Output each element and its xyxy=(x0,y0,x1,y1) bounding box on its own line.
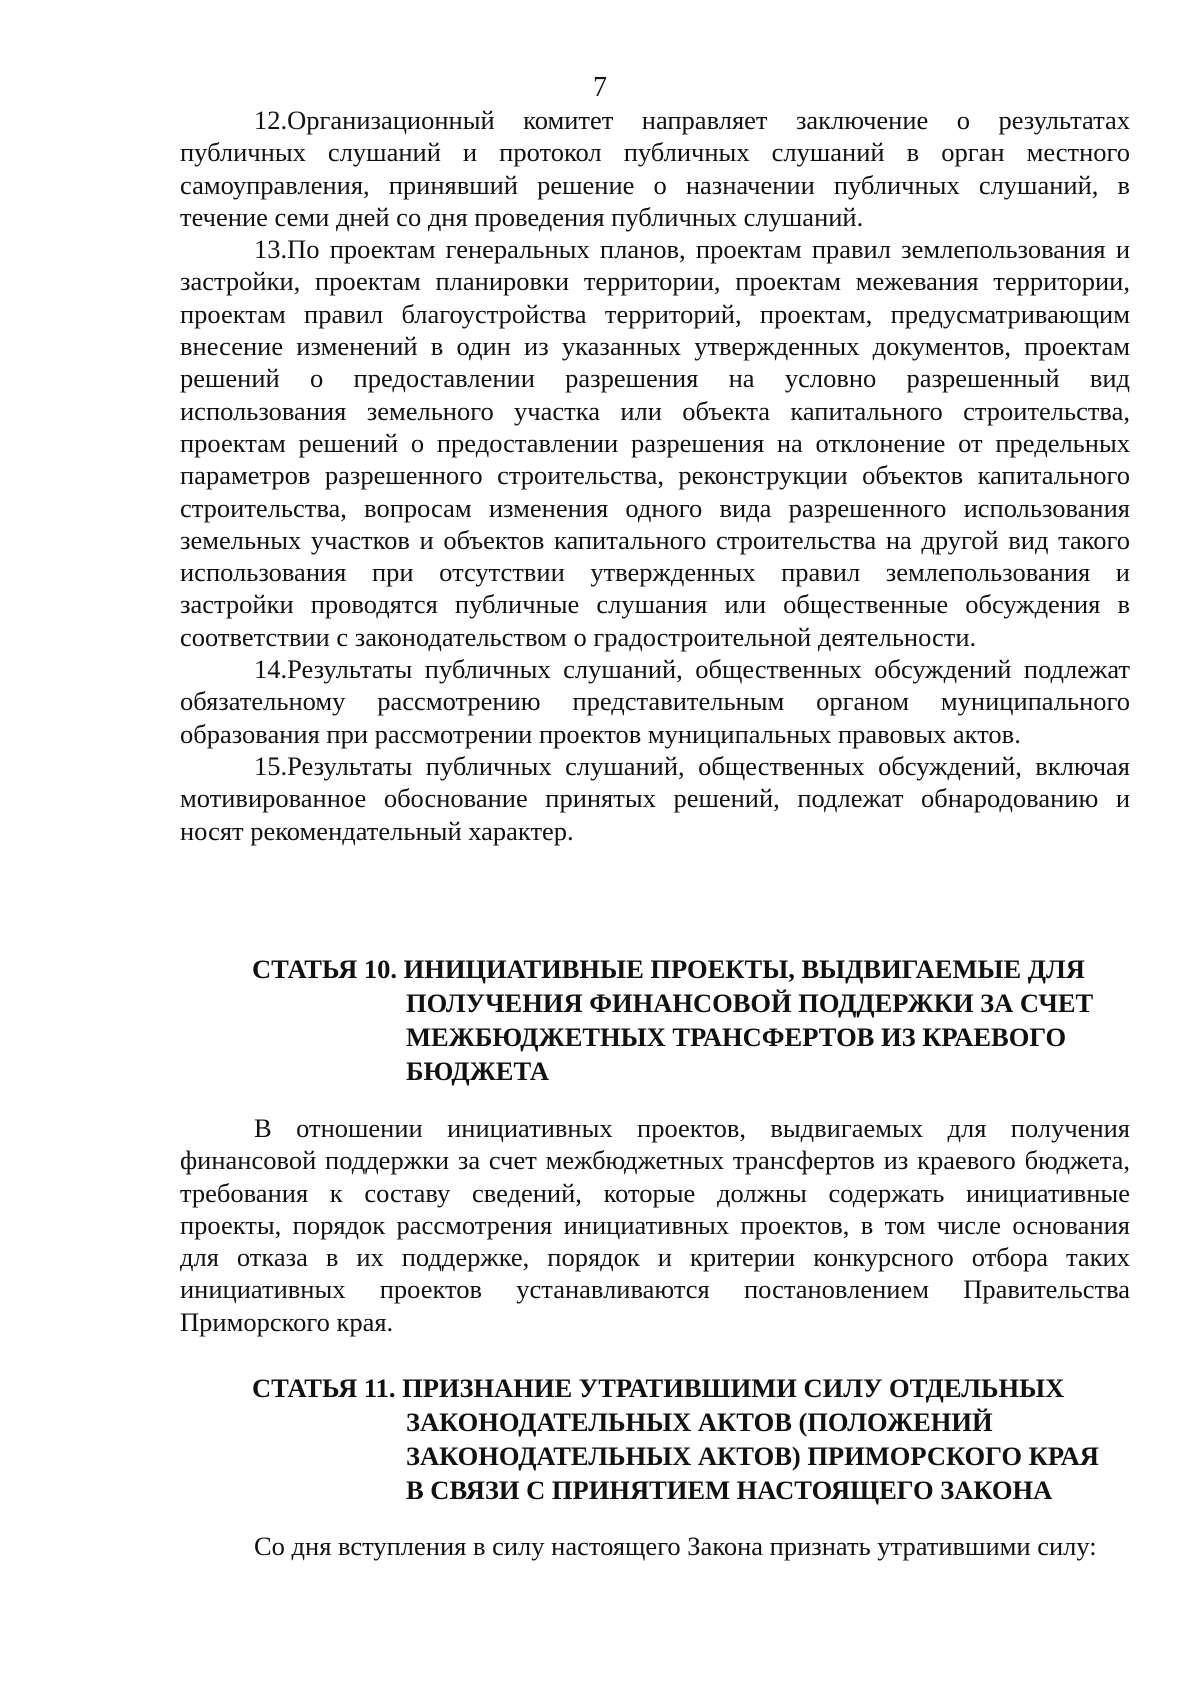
article-10 xyxy=(180,952,1130,1088)
paragraph-13: 13.По проектам генеральных планов, проектам правил землепользования и застройки, проектам планировки территории, проектам межевания территории, проектам правил благоустройства территорий, проектам, предусматривающим внесение изменений в один из указанных утвержденных документов, проектам решений о предоставлении разрешения на условно разрешенный вид использования земельного участка или объекта капитального строительства, проектам решений о предоставлении разрешения на отклонение от предельных параметров разрешенного строительства, реконструкции объектов капитального строительства, вопросам изменения одного вида разрешенного использования земельных участков и объектов капитального строительства на другой вид такого использования при отсутствии утвержденных правил землепользования и застройки проводятся публичные слушания или общественные обсуждения в соответствии с законодательством о градостроительной деятельности. xyxy=(180,234,1130,652)
article-11 xyxy=(180,1371,1130,1507)
article-11-heading xyxy=(180,1371,1130,1507)
article-10-text: В отношении инициативных проектов, выдвигаемых для получения финансовой поддержки за счет межбюджетных трансфертов из краевого бюджета, требования к составу сведений, которые должны содержать инициативные проекты, порядок рассмотрения инициативных проектов, в том числе основания для отказа в их поддержке, порядок и критерии конкурсного отбора таких инициативных проектов устанавливаются постановлением Правительства Приморского края. xyxy=(180,1113,1130,1337)
paragraph-14: 14.Результаты публичных слушаний, общественных обсуждений подлежат обязательному рассмотрению представительным органом муниципального образования при рассмотрении проектов муниципальных правовых актов. xyxy=(180,654,1130,749)
paragraph-12: 12.Организационный комитет направляет заключение о результатах публичных слушаний и протокол публичных слушаний в орган местного самоуправления, принявший решение о назначении публичных слушаний, в течение семи дней со дня проведения публичных слушаний. xyxy=(180,105,1130,232)
article-11-heading-line-4: В СВЯЗИ С ПРИНЯТИЕМ НАСТОЯЩЕГО ЗАКОНА xyxy=(406,1475,1053,1505)
article-10-body xyxy=(180,1112,1130,1338)
article-11-heading-line-3: ЗАКОНОДАТЕЛЬНЫХ АКТОВ) ПРИМОРСКОГО КРАЯ xyxy=(406,1441,1099,1471)
paragraph-15: 15.Результаты публичных слушаний, общественных обсуждений, включая мотивированное обоснование принятых решений, подлежат обнародованию и носят рекомендательный характер. xyxy=(180,750,1130,846)
article-11-text: Со дня вступления в силу настоящего Закона признать утратившими силу: xyxy=(254,1531,1097,1561)
page-number: 7 xyxy=(593,72,607,103)
article-10-heading-line-3: МЕЖБЮДЖЕТНЫХ ТРАНСФЕРТОВ ИЗ КРАЕВОГО xyxy=(406,1022,1067,1052)
article-11-body xyxy=(180,1530,1130,1562)
article-10-heading-line-1: СТАТЬЯ 10. ИНИЦИАТИВНЫЕ ПРОЕКТЫ, ВЫДВИГАЕМЫЕ ДЛЯ xyxy=(252,954,1085,984)
article-11-heading-line-1: СТАТЬЯ 11. ПРИЗНАНИЕ УТРАТИВШИМИ СИЛУ ОТДЕЛЬНЫХ xyxy=(252,1373,1065,1403)
article-10-heading-line-2: ПОЛУЧЕНИЯ ФИНАНСОВОЙ ПОДДЕРЖКИ ЗА СЧЕТ xyxy=(406,988,1094,1018)
article-10-heading xyxy=(180,952,1130,1088)
article-10-heading-line-4: БЮДЖЕТА xyxy=(406,1056,549,1086)
article-11-heading-line-2: ЗАКОНОДАТЕЛЬНЫХ АКТОВ (ПОЛОЖЕНИЙ xyxy=(406,1407,993,1437)
article-9-continuation xyxy=(180,104,1130,847)
